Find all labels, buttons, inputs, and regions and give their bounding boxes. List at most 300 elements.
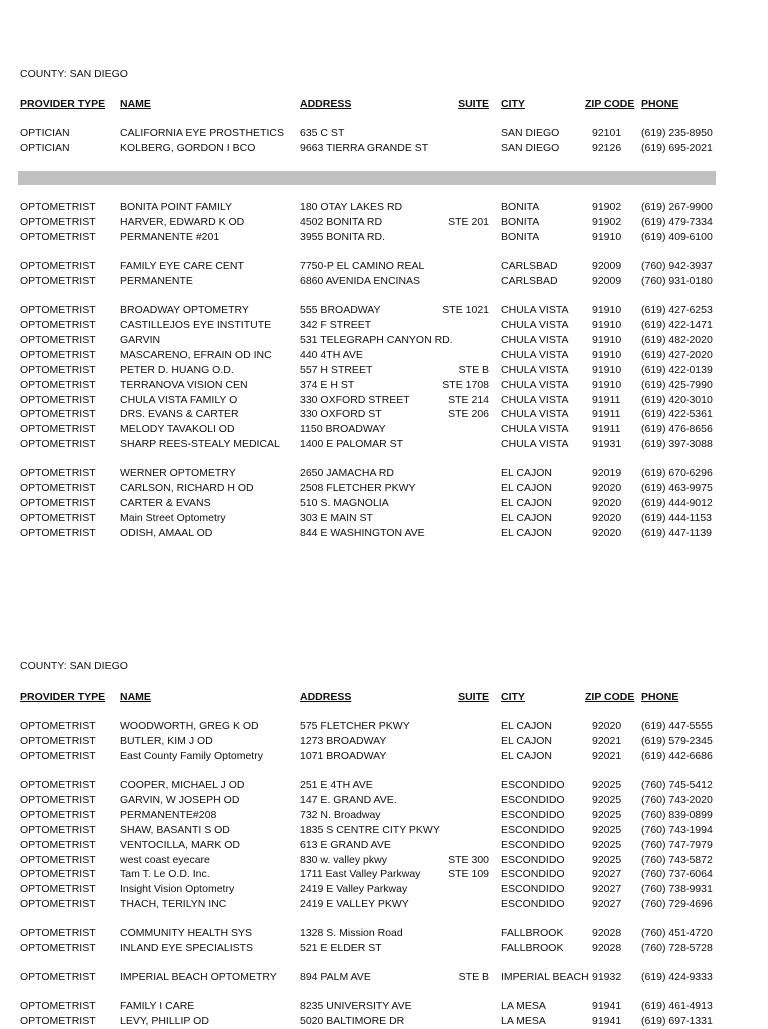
cell-zip-code: 92025 bbox=[592, 779, 622, 791]
cell-provider-type: OPTOMETRIST bbox=[20, 824, 96, 836]
cell-provider-name: Insight Vision Optometry bbox=[120, 883, 235, 895]
cell-phone: (760) 738-9931 bbox=[641, 883, 713, 895]
cell-provider-type: OPTOMETRIST bbox=[20, 408, 96, 420]
cell-zip-code: 92027 bbox=[592, 868, 622, 880]
cell-city: ESCONDIDO bbox=[501, 779, 565, 791]
cell-zip-code: 92028 bbox=[592, 942, 622, 954]
column-header-row bbox=[0, 690, 768, 705]
header-zip-code: ZIP CODE bbox=[585, 691, 635, 703]
cell-provider-type: OPTOMETRIST bbox=[20, 364, 96, 376]
cell-provider-name: THACH, TERILYN INC bbox=[120, 898, 227, 910]
cell-provider-name: PETER D. HUANG O.D. bbox=[120, 364, 234, 376]
cell-phone: (619) 397-3088 bbox=[641, 438, 713, 450]
cell-address: 7750-P EL CAMINO REAL bbox=[300, 260, 425, 272]
cell-provider-name: MELODY TAVAKOLI OD bbox=[120, 423, 235, 435]
cell-address: 374 E H ST bbox=[300, 379, 355, 391]
cell-provider-type: OPTOMETRIST bbox=[20, 1015, 96, 1027]
cell-zip-code: 91911 bbox=[592, 408, 621, 420]
table-row bbox=[0, 437, 768, 452]
cell-provider-name: BROADWAY OPTOMETRY bbox=[120, 304, 249, 316]
cell-zip-code: 92020 bbox=[592, 512, 622, 524]
cell-provider-type: OPTOMETRIST bbox=[20, 275, 96, 287]
cell-city: EL CAJON bbox=[501, 512, 552, 524]
cell-city: ESCONDIDO bbox=[501, 824, 565, 836]
cell-provider-name: Main Street Optometry bbox=[120, 512, 226, 524]
cell-provider-type: OPTOMETRIST bbox=[20, 1000, 96, 1012]
cell-address: 1150 BROADWAY bbox=[300, 423, 386, 435]
cell-provider-type: OPTOMETRIST bbox=[20, 438, 96, 450]
cell-provider-name: SHARP REES-STEALY MEDICAL bbox=[120, 438, 280, 450]
cell-provider-name: GARVIN bbox=[120, 334, 161, 346]
cell-phone: (760) 839-0899 bbox=[641, 809, 713, 821]
cell-suite: STE B bbox=[458, 971, 489, 983]
cell-zip-code: 92101 bbox=[592, 127, 622, 139]
cell-address: 4502 BONITA RD bbox=[300, 216, 383, 228]
cell-provider-type: OPTOMETRIST bbox=[20, 231, 96, 243]
cell-provider-name: west coast eyecare bbox=[120, 854, 210, 866]
table-row bbox=[0, 126, 768, 141]
cell-city: EL CAJON bbox=[501, 750, 552, 762]
table-row bbox=[0, 882, 768, 897]
cell-phone: (760) 747-7979 bbox=[641, 839, 713, 851]
cell-provider-name: PERMANENTE bbox=[120, 275, 193, 287]
cell-zip-code: 92020 bbox=[592, 482, 622, 494]
cell-address: 330 OXFORD STREET bbox=[300, 394, 410, 406]
cell-zip-code: 91911 bbox=[592, 423, 621, 435]
cell-zip-code: 92020 bbox=[592, 720, 622, 732]
cell-provider-name: ODISH, AMAAL OD bbox=[120, 527, 213, 539]
header-phone: PHONE bbox=[641, 98, 679, 110]
cell-provider-type: OPTOMETRIST bbox=[20, 482, 96, 494]
table-row bbox=[0, 407, 768, 422]
cell-city: CHULA VISTA bbox=[501, 349, 569, 361]
cell-phone: (619) 482-2020 bbox=[641, 334, 713, 346]
cell-zip-code: 92009 bbox=[592, 260, 622, 272]
cell-city: EL CAJON bbox=[501, 497, 552, 509]
cell-phone: (760) 942-3937 bbox=[641, 260, 713, 272]
cell-provider-type: OPTOMETRIST bbox=[20, 809, 96, 821]
cell-phone: (619) 695-2021 bbox=[641, 142, 713, 154]
cell-provider-name: WOODWORTH, GREG K OD bbox=[120, 720, 259, 732]
cell-zip-code: 92126 bbox=[592, 142, 622, 154]
cell-city: CHULA VISTA bbox=[501, 394, 569, 406]
cell-provider-name: IMPERIAL BEACH OPTOMETRY bbox=[120, 971, 277, 983]
cell-provider-name: BUTLER, KIM J OD bbox=[120, 735, 213, 747]
table-row bbox=[0, 719, 768, 734]
header-provider-type: PROVIDER TYPE bbox=[20, 98, 106, 110]
county-label: COUNTY: SAN DIEGO bbox=[20, 68, 128, 80]
cell-city: ESCONDIDO bbox=[501, 809, 565, 821]
table-row bbox=[0, 853, 768, 868]
cell-zip-code: 92025 bbox=[592, 794, 622, 806]
cell-suite: STE 300 bbox=[448, 854, 489, 866]
cell-provider-type: OPTOMETRIST bbox=[20, 883, 96, 895]
cell-address: 9663 TIERRA GRANDE ST bbox=[300, 142, 429, 154]
cell-address: 1273 BROADWAY bbox=[300, 735, 387, 747]
table-row bbox=[0, 897, 768, 912]
cell-provider-type: OPTOMETRIST bbox=[20, 794, 96, 806]
cell-provider-type: OPTOMETRIST bbox=[20, 942, 96, 954]
cell-provider-name: East County Family Optometry bbox=[120, 750, 263, 762]
cell-address: 2508 FLETCHER PKWY bbox=[300, 482, 416, 494]
cell-city: ESCONDIDO bbox=[501, 794, 565, 806]
cell-phone: (760) 737-6064 bbox=[641, 868, 713, 880]
cell-provider-type: OPTOMETRIST bbox=[20, 349, 96, 361]
cell-address: 2650 JAMACHA RD bbox=[300, 467, 394, 479]
table-row bbox=[0, 808, 768, 823]
cell-address: 1400 E PALOMAR ST bbox=[300, 438, 404, 450]
cell-phone: (760) 451-4720 bbox=[641, 927, 713, 939]
cell-zip-code: 91910 bbox=[592, 304, 622, 316]
cell-provider-type: OPTOMETRIST bbox=[20, 927, 96, 939]
header-provider-type: PROVIDER TYPE bbox=[20, 691, 106, 703]
table-row bbox=[0, 274, 768, 289]
table-row bbox=[0, 749, 768, 764]
header-city: CITY bbox=[501, 98, 525, 110]
cell-address: 1835 S CENTRE CITY PKWY bbox=[300, 824, 440, 836]
cell-phone: (760) 743-1994 bbox=[641, 824, 713, 836]
cell-provider-type: OPTOMETRIST bbox=[20, 379, 96, 391]
cell-address: 2419 E VALLEY PKWY bbox=[300, 898, 409, 910]
table-row bbox=[0, 422, 768, 437]
cell-zip-code: 91910 bbox=[592, 231, 622, 243]
cell-phone: (619) 479-7334 bbox=[641, 216, 713, 228]
cell-address: 147 E. GRAND AVE. bbox=[300, 794, 397, 806]
cell-provider-type: OPTOMETRIST bbox=[20, 304, 96, 316]
cell-zip-code: 91910 bbox=[592, 319, 622, 331]
cell-city: CHULA VISTA bbox=[501, 304, 569, 316]
cell-provider-name: CHULA VISTA FAMILY O bbox=[120, 394, 238, 406]
cell-phone: (619) 442-6686 bbox=[641, 750, 713, 762]
table-row bbox=[0, 838, 768, 853]
cell-provider-name: FAMILY I CARE bbox=[120, 1000, 195, 1012]
table-row bbox=[0, 867, 768, 882]
header-phone: PHONE bbox=[641, 691, 679, 703]
cell-address: 303 E MAIN ST bbox=[300, 512, 373, 524]
cell-zip-code: 92025 bbox=[592, 839, 622, 851]
cell-address: 3955 BONITA RD. bbox=[300, 231, 386, 243]
cell-phone: (619) 427-2020 bbox=[641, 349, 713, 361]
table-row bbox=[0, 511, 768, 526]
cell-phone: (760) 931-0180 bbox=[641, 275, 713, 287]
cell-city: ESCONDIDO bbox=[501, 839, 565, 851]
cell-provider-type: OPTOMETRIST bbox=[20, 497, 96, 509]
cell-address: 531 TELEGRAPH CANYON RD. bbox=[300, 334, 453, 346]
cell-provider-type: OPTOMETRIST bbox=[20, 527, 96, 539]
header-name: NAME bbox=[120, 691, 151, 703]
header-city: CITY bbox=[501, 691, 525, 703]
cell-provider-name: CARLSON, RICHARD H OD bbox=[120, 482, 254, 494]
cell-zip-code: 91902 bbox=[592, 201, 622, 213]
header-suite: SUITE bbox=[458, 98, 489, 110]
cell-zip-code: 92028 bbox=[592, 927, 622, 939]
cell-phone: (760) 728-5728 bbox=[641, 942, 713, 954]
cell-city: CARLSBAD bbox=[501, 275, 558, 287]
cell-provider-type: OPTOMETRIST bbox=[20, 512, 96, 524]
cell-provider-type: OPTOMETRIST bbox=[20, 216, 96, 228]
cell-city: CHULA VISTA bbox=[501, 423, 569, 435]
cell-address: 1328 S. Mission Road bbox=[300, 927, 403, 939]
cell-provider-type: OPTOMETRIST bbox=[20, 868, 96, 880]
cell-city: CHULA VISTA bbox=[501, 379, 569, 391]
cell-city: BONITA bbox=[501, 231, 540, 243]
cell-address: 2419 E Valley Parkway bbox=[300, 883, 408, 895]
cell-provider-type: OPTOMETRIST bbox=[20, 750, 96, 762]
cell-phone: (619) 267-9900 bbox=[641, 201, 713, 213]
cell-zip-code: 91941 bbox=[592, 1015, 622, 1027]
cell-city: ESCONDIDO bbox=[501, 883, 565, 895]
cell-zip-code: 92019 bbox=[592, 467, 622, 479]
cell-phone: (619) 409-6100 bbox=[641, 231, 713, 243]
cell-address: 844 E WASHINGTON AVE bbox=[300, 527, 425, 539]
cell-address: 732 N. Broadway bbox=[300, 809, 381, 821]
cell-provider-name: CARTER & EVANS bbox=[120, 497, 211, 509]
cell-provider-type: OPTOMETRIST bbox=[20, 839, 96, 851]
cell-zip-code: 91902 bbox=[592, 216, 622, 228]
cell-provider-type: OPTOMETRIST bbox=[20, 720, 96, 732]
cell-phone: (619) 444-1153 bbox=[641, 512, 713, 524]
cell-provider-name: CALIFORNIA EYE PROSTHETICS bbox=[120, 127, 284, 139]
cell-provider-name: KOLBERG, GORDON I BCO bbox=[120, 142, 256, 154]
cell-provider-name: LEVY, PHILLIP OD bbox=[120, 1015, 209, 1027]
cell-address: 330 OXFORD ST bbox=[300, 408, 382, 420]
cell-suite: STE 201 bbox=[448, 216, 489, 228]
cell-phone: (619) 670-6296 bbox=[641, 467, 713, 479]
cell-suite: STE 1708 bbox=[442, 379, 489, 391]
column-header-row bbox=[0, 97, 768, 112]
cell-city: ESCONDIDO bbox=[501, 854, 565, 866]
cell-suite: STE 206 bbox=[448, 408, 489, 420]
cell-city: BONITA bbox=[501, 216, 540, 228]
cell-city: EL CAJON bbox=[501, 482, 552, 494]
cell-city: SAN DIEGO bbox=[501, 142, 560, 154]
table-row bbox=[0, 318, 768, 333]
cell-provider-name: PERMANENTE #201 bbox=[120, 231, 220, 243]
cell-phone: (619) 444-9012 bbox=[641, 497, 713, 509]
cell-provider-type: OPTOMETRIST bbox=[20, 898, 96, 910]
cell-zip-code: 92021 bbox=[592, 750, 622, 762]
table-row bbox=[0, 734, 768, 749]
cell-city: EL CAJON bbox=[501, 467, 552, 479]
cell-provider-type: OPTICIAN bbox=[20, 142, 70, 154]
cell-phone: (760) 743-5872 bbox=[641, 854, 713, 866]
county-label: COUNTY: SAN DIEGO bbox=[20, 660, 128, 672]
header-address: ADDRESS bbox=[300, 691, 352, 703]
cell-address: 440 4TH AVE bbox=[300, 349, 363, 361]
cell-city: SAN DIEGO bbox=[501, 127, 560, 139]
cell-provider-name: DRS. EVANS & CARTER bbox=[120, 408, 239, 420]
cell-provider-name: Tam T. Le O.D. Inc. bbox=[120, 868, 210, 880]
cell-address: 5020 BALTIMORE DR bbox=[300, 1015, 405, 1027]
cell-zip-code: 92021 bbox=[592, 735, 622, 747]
table-row bbox=[0, 363, 768, 378]
cell-phone: (619) 235-8950 bbox=[641, 127, 713, 139]
cell-provider-name: WERNER OPTOMETRY bbox=[120, 467, 236, 479]
cell-city: ESCONDIDO bbox=[501, 898, 565, 910]
header-name: NAME bbox=[120, 98, 151, 110]
cell-provider-type: OPTOMETRIST bbox=[20, 854, 96, 866]
cell-provider-type: OPTOMETRIST bbox=[20, 779, 96, 791]
cell-phone: (760) 745-5412 bbox=[641, 779, 713, 791]
cell-city: ESCONDIDO bbox=[501, 868, 565, 880]
cell-phone: (619) 420-3010 bbox=[641, 394, 713, 406]
cell-zip-code: 91941 bbox=[592, 1000, 622, 1012]
cell-address: 6860 AVENIDA ENCINAS bbox=[300, 275, 421, 287]
cell-phone: (619) 697-1331 bbox=[641, 1015, 713, 1027]
cell-phone: (619) 476-8656 bbox=[641, 423, 713, 435]
cell-city: CHULA VISTA bbox=[501, 364, 569, 376]
table-row bbox=[0, 793, 768, 808]
cell-provider-type: OPTOMETRIST bbox=[20, 334, 96, 346]
cell-city: EL CAJON bbox=[501, 735, 552, 747]
cell-provider-name: TERRANOVA VISION CEN bbox=[120, 379, 248, 391]
cell-provider-type: OPTOMETRIST bbox=[20, 423, 96, 435]
cell-provider-name: CASTILLEJOS EYE INSTITUTE bbox=[120, 319, 272, 331]
cell-provider-name: HARVER, EDWARD K OD bbox=[120, 216, 245, 228]
cell-zip-code: 91932 bbox=[592, 971, 622, 983]
cell-zip-code: 92025 bbox=[592, 824, 622, 836]
cell-provider-name: GARVIN, W JOSEPH OD bbox=[120, 794, 240, 806]
cell-address: 557 H STREET bbox=[300, 364, 373, 376]
table-row bbox=[0, 215, 768, 230]
cell-suite: STE 214 bbox=[448, 394, 489, 406]
cell-provider-type: OPTOMETRIST bbox=[20, 735, 96, 747]
cell-phone: (619) 422-1471 bbox=[641, 319, 713, 331]
header-address: ADDRESS bbox=[300, 98, 352, 110]
cell-suite: STE 109 bbox=[448, 868, 489, 880]
table-row bbox=[0, 1014, 768, 1029]
cell-provider-name: COMMUNITY HEALTH SYS bbox=[120, 927, 253, 939]
header-suite: SUITE bbox=[458, 691, 489, 703]
cell-phone: (760) 729-4696 bbox=[641, 898, 713, 910]
table-row bbox=[0, 496, 768, 511]
cell-address: 251 E 4TH AVE bbox=[300, 779, 373, 791]
cell-zip-code: 91910 bbox=[592, 349, 622, 361]
cell-zip-code: 92027 bbox=[592, 883, 622, 895]
cell-phone: (619) 461-4913 bbox=[641, 1000, 713, 1012]
cell-provider-name: INLAND EYE SPECIALISTS bbox=[120, 942, 254, 954]
cell-address: 555 BROADWAY bbox=[300, 304, 381, 316]
cell-provider-name: FAMILY EYE CARE CENT bbox=[120, 260, 244, 272]
table-row bbox=[0, 230, 768, 245]
cell-address: 830 w. valley pkwy bbox=[300, 854, 387, 866]
cell-address: 521 E ELDER ST bbox=[300, 942, 382, 954]
cell-city: CHULA VISTA bbox=[501, 334, 569, 346]
cell-zip-code: 91910 bbox=[592, 364, 622, 376]
cell-phone: (619) 427-6253 bbox=[641, 304, 713, 316]
cell-suite: STE B bbox=[458, 364, 489, 376]
cell-address: 635 C ST bbox=[300, 127, 345, 139]
cell-city: EL CAJON bbox=[501, 720, 552, 732]
cell-provider-type: OPTOMETRIST bbox=[20, 971, 96, 983]
cell-city: LA MESA bbox=[501, 1015, 546, 1027]
cell-provider-name: BONITA POINT FAMILY bbox=[120, 201, 233, 213]
cell-city: CHULA VISTA bbox=[501, 438, 569, 450]
table-row bbox=[0, 466, 768, 481]
table-row bbox=[0, 926, 768, 941]
cell-address: 180 OTAY LAKES RD bbox=[300, 201, 403, 213]
cell-city: FALLBROOK bbox=[501, 942, 564, 954]
cell-address: 342 F STREET bbox=[300, 319, 372, 331]
cell-provider-name: VENTOCILLA, MARK OD bbox=[120, 839, 241, 851]
cell-phone: (619) 447-1139 bbox=[641, 527, 713, 539]
section-divider-bar bbox=[18, 171, 716, 185]
cell-suite: STE 1021 bbox=[442, 304, 489, 316]
cell-phone: (619) 422-0139 bbox=[641, 364, 713, 376]
table-row bbox=[0, 941, 768, 956]
cell-address: 613 E GRAND AVE bbox=[300, 839, 391, 851]
table-row bbox=[0, 141, 768, 156]
cell-city: CHULA VISTA bbox=[501, 319, 569, 331]
cell-phone: (619) 447-5555 bbox=[641, 720, 713, 732]
table-row bbox=[0, 200, 768, 215]
cell-address: 510 S. MAGNOLIA bbox=[300, 497, 389, 509]
cell-provider-name: PERMANENTE#208 bbox=[120, 809, 217, 821]
cell-zip-code: 91931 bbox=[592, 438, 622, 450]
cell-zip-code: 92020 bbox=[592, 497, 622, 509]
cell-city: EL CAJON bbox=[501, 527, 552, 539]
table-row bbox=[0, 526, 768, 541]
cell-address: 894 PALM AVE bbox=[300, 971, 371, 983]
cell-address: 1071 BROADWAY bbox=[300, 750, 387, 762]
table-row bbox=[0, 259, 768, 274]
cell-zip-code: 92025 bbox=[592, 854, 622, 866]
cell-city: CARLSBAD bbox=[501, 260, 558, 272]
cell-zip-code: 92027 bbox=[592, 898, 622, 910]
table-row bbox=[0, 348, 768, 363]
cell-phone: (619) 424-9333 bbox=[641, 971, 713, 983]
cell-phone: (619) 422-5361 bbox=[641, 408, 713, 420]
cell-city: FALLBROOK bbox=[501, 927, 564, 939]
cell-provider-type: OPTOMETRIST bbox=[20, 467, 96, 479]
cell-zip-code: 91911 bbox=[592, 394, 621, 406]
table-row bbox=[0, 333, 768, 348]
cell-zip-code: 91910 bbox=[592, 379, 622, 391]
table-row bbox=[0, 393, 768, 408]
cell-phone: (760) 743-2020 bbox=[641, 794, 713, 806]
cell-city: LA MESA bbox=[501, 1000, 546, 1012]
cell-city: IMPERIAL BEACH bbox=[501, 971, 589, 983]
header-zip-code: ZIP CODE bbox=[585, 98, 635, 110]
cell-phone: (619) 463-9975 bbox=[641, 482, 713, 494]
table-row bbox=[0, 999, 768, 1014]
cell-zip-code: 92009 bbox=[592, 275, 622, 287]
cell-zip-code: 92020 bbox=[592, 527, 622, 539]
cell-city: BONITA bbox=[501, 201, 540, 213]
cell-provider-name: SHAW, BASANTI S OD bbox=[120, 824, 230, 836]
cell-provider-type: OPTOMETRIST bbox=[20, 201, 96, 213]
cell-provider-type: OPTOMETRIST bbox=[20, 394, 96, 406]
cell-provider-type: OPTICIAN bbox=[20, 127, 70, 139]
table-row bbox=[0, 970, 768, 985]
cell-phone: (619) 425-7990 bbox=[641, 379, 713, 391]
table-row bbox=[0, 303, 768, 318]
cell-address: 1711 East Valley Parkway bbox=[300, 868, 421, 880]
cell-zip-code: 91910 bbox=[592, 334, 622, 346]
cell-zip-code: 92025 bbox=[592, 809, 622, 821]
table-row bbox=[0, 481, 768, 496]
cell-city: CHULA VISTA bbox=[501, 408, 569, 420]
table-row bbox=[0, 823, 768, 838]
cell-provider-name: MASCARENO, EFRAIN OD INC bbox=[120, 349, 272, 361]
table-row bbox=[0, 778, 768, 793]
cell-phone: (619) 579-2345 bbox=[641, 735, 713, 747]
cell-provider-name: COOPER, MICHAEL J OD bbox=[120, 779, 245, 791]
cell-provider-type: OPTOMETRIST bbox=[20, 319, 96, 331]
cell-address: 8235 UNIVERSITY AVE bbox=[300, 1000, 412, 1012]
table-row bbox=[0, 378, 768, 393]
cell-address: 575 FLETCHER PKWY bbox=[300, 720, 410, 732]
